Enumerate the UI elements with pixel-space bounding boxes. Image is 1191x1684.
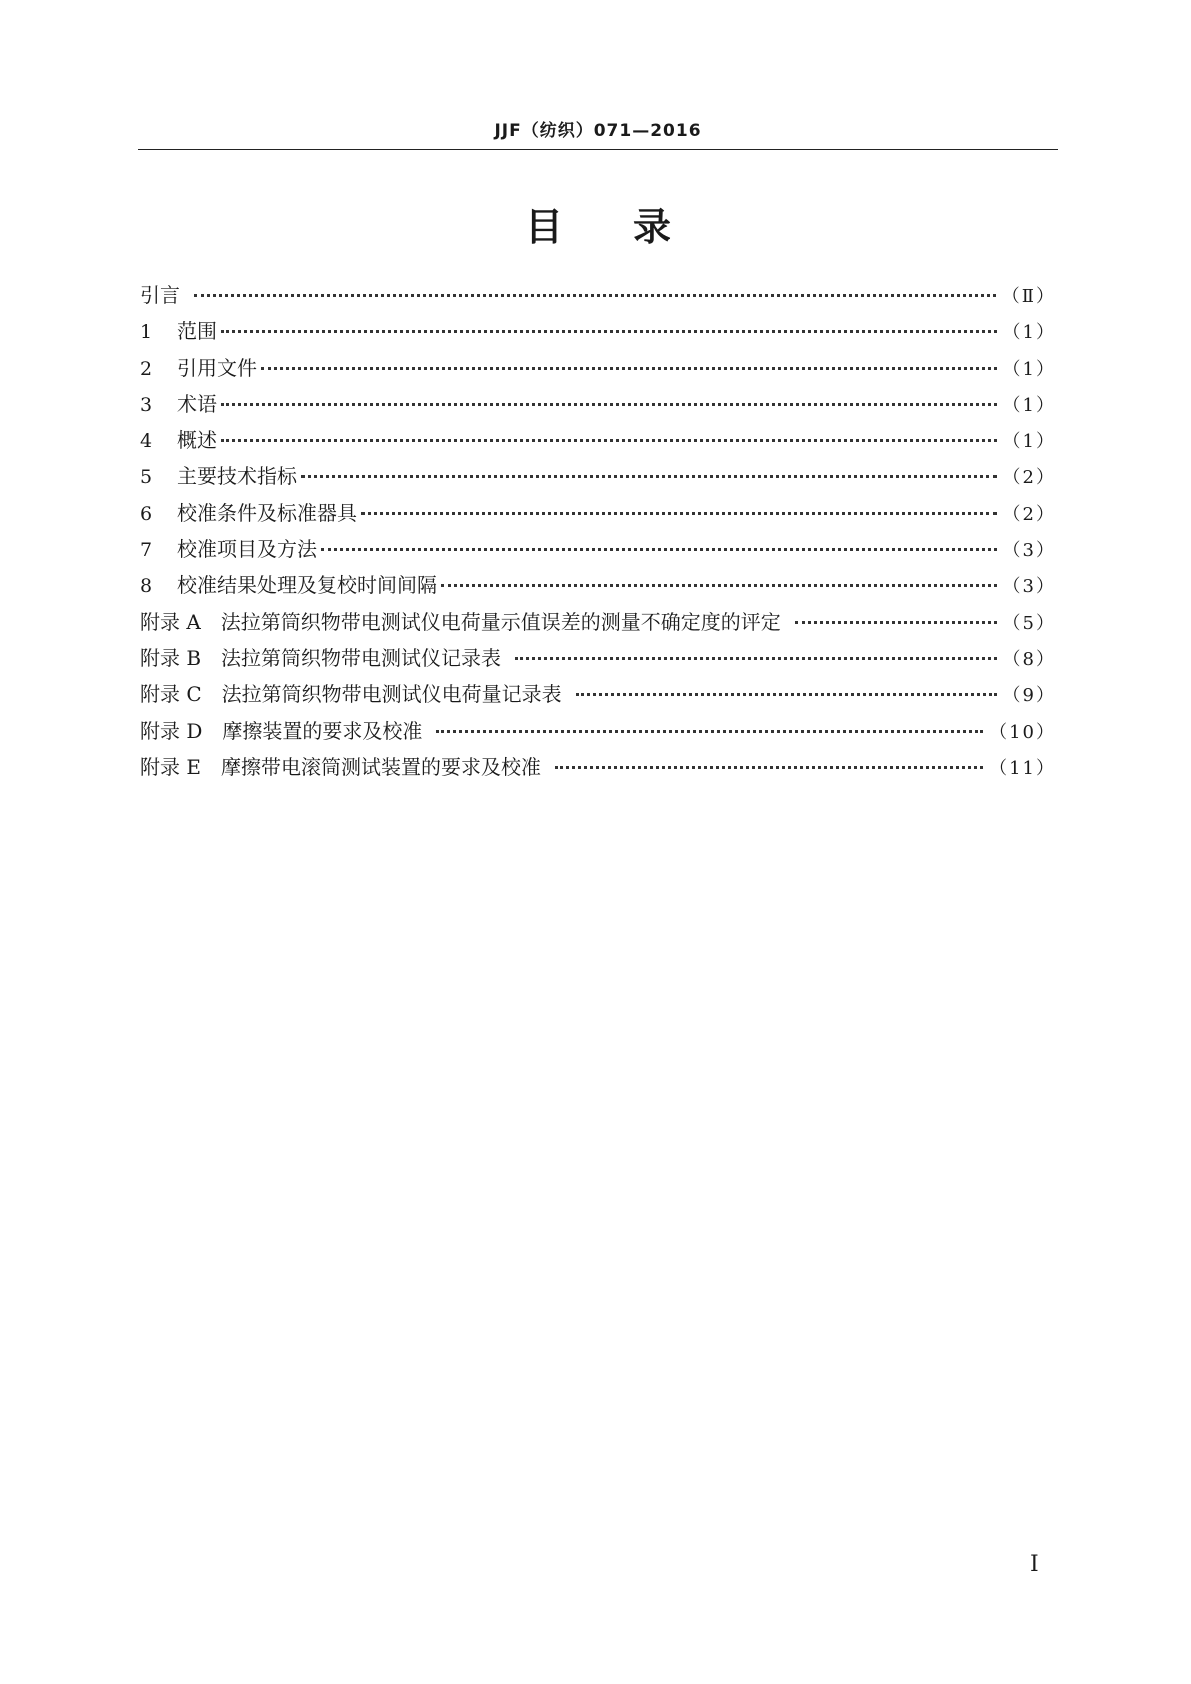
toc-item-page: （8）	[1002, 648, 1056, 670]
toc-item-label: 附录 D 摩擦装置的要求及校准	[140, 718, 423, 743]
toc-item-page: （10）	[989, 721, 1056, 743]
toc-item-page: （2）	[1002, 503, 1056, 525]
toc-item-page: （1）	[1002, 322, 1056, 344]
toc-item-page: （5）	[1002, 612, 1056, 634]
toc-item-number: 1	[140, 321, 153, 344]
toc-leader-dots	[576, 693, 997, 696]
toc-item-label: 引用文件	[177, 355, 257, 380]
toc-item-label: 概述	[177, 428, 217, 453]
toc-item-page: （1）	[1002, 431, 1056, 453]
page-number: Ⅰ	[1030, 1552, 1039, 1577]
toc-leader-dots	[441, 584, 997, 587]
toc-leader-dots	[515, 657, 996, 660]
toc-item-number: 4	[140, 430, 153, 453]
toc-leader-dots	[301, 475, 997, 478]
toc-item-appendix-a[interactable]	[140, 606, 1056, 642]
toc-item-label: 校准条件及标准器具	[177, 500, 357, 525]
toc-item-appendix-e[interactable]	[140, 751, 1056, 787]
toc-item-appendix-d[interactable]	[140, 715, 1056, 751]
toc-item-label: 附录 C 法拉第筒织物带电测试仪电荷量记录表	[140, 682, 562, 707]
toc-leader-dots	[795, 621, 997, 624]
toc-item-5[interactable]	[140, 460, 1056, 496]
toc-item-1[interactable]	[140, 315, 1056, 351]
toc-item-label: 校准项目及方法	[177, 537, 317, 562]
toc-item-page: （1）	[1002, 394, 1056, 416]
toc-leader-dots	[321, 548, 997, 551]
toc-item-page: （1）	[1002, 358, 1056, 380]
toc-item-label: 附录 E 摩擦带电滚筒测试装置的要求及校准	[140, 754, 541, 779]
toc-item-number: 2	[140, 357, 153, 380]
toc-item-label: 范围	[177, 319, 217, 344]
toc-item-label: 主要技术指标	[177, 464, 297, 489]
toc-item-number: 6	[140, 502, 153, 525]
toc-item-page: （3）	[1002, 540, 1056, 562]
toc-leader-dots	[221, 439, 997, 442]
table-of-contents	[140, 279, 1056, 787]
toc-item-page: （9）	[1002, 685, 1056, 707]
toc-item-number: 7	[140, 539, 153, 562]
toc-item-page: （2）	[1002, 467, 1056, 489]
toc-leader-dots	[261, 367, 997, 370]
toc-item-3[interactable]	[140, 388, 1056, 424]
toc-item-4[interactable]	[140, 424, 1056, 460]
toc-leader-dots	[361, 512, 997, 515]
toc-leader-dots	[436, 730, 983, 733]
toc-item-label: 校准结果处理及复校时间间隔	[177, 573, 437, 598]
toc-item-page: （3）	[1002, 576, 1056, 598]
toc-item-label: 附录 A 法拉第筒织物带电测试仪电荷量示值误差的测量不确定度的评定	[140, 609, 781, 634]
toc-item-introduction[interactable]	[140, 279, 1056, 315]
toc-item-number: 3	[140, 393, 153, 416]
toc-leader-dots	[221, 330, 997, 333]
page-header: JJF（纺织）071—2016	[494, 121, 702, 141]
toc-leader-dots	[194, 294, 996, 297]
toc-item-6[interactable]	[140, 497, 1056, 533]
toc-item-page: （11）	[989, 757, 1056, 779]
toc-item-number: 8	[140, 575, 153, 598]
toc-item-appendix-b[interactable]	[140, 642, 1056, 678]
toc-leader-dots	[555, 766, 983, 769]
toc-item-2[interactable]	[140, 352, 1056, 388]
toc-item-number: 5	[140, 466, 153, 489]
page-title: 目录	[524, 205, 741, 249]
toc-item-8[interactable]	[140, 569, 1056, 605]
header-rule	[138, 149, 1058, 150]
toc-item-label: 附录 B 法拉第筒织物带电测试仪记录表	[140, 645, 502, 670]
toc-item-label: 术语	[177, 391, 217, 416]
toc-item-7[interactable]	[140, 533, 1056, 569]
toc-leader-dots	[221, 403, 997, 406]
toc-item-page: （Ⅱ）	[1001, 286, 1056, 307]
toc-item-label: 引言	[140, 283, 180, 307]
toc-item-appendix-c[interactable]	[140, 678, 1056, 714]
